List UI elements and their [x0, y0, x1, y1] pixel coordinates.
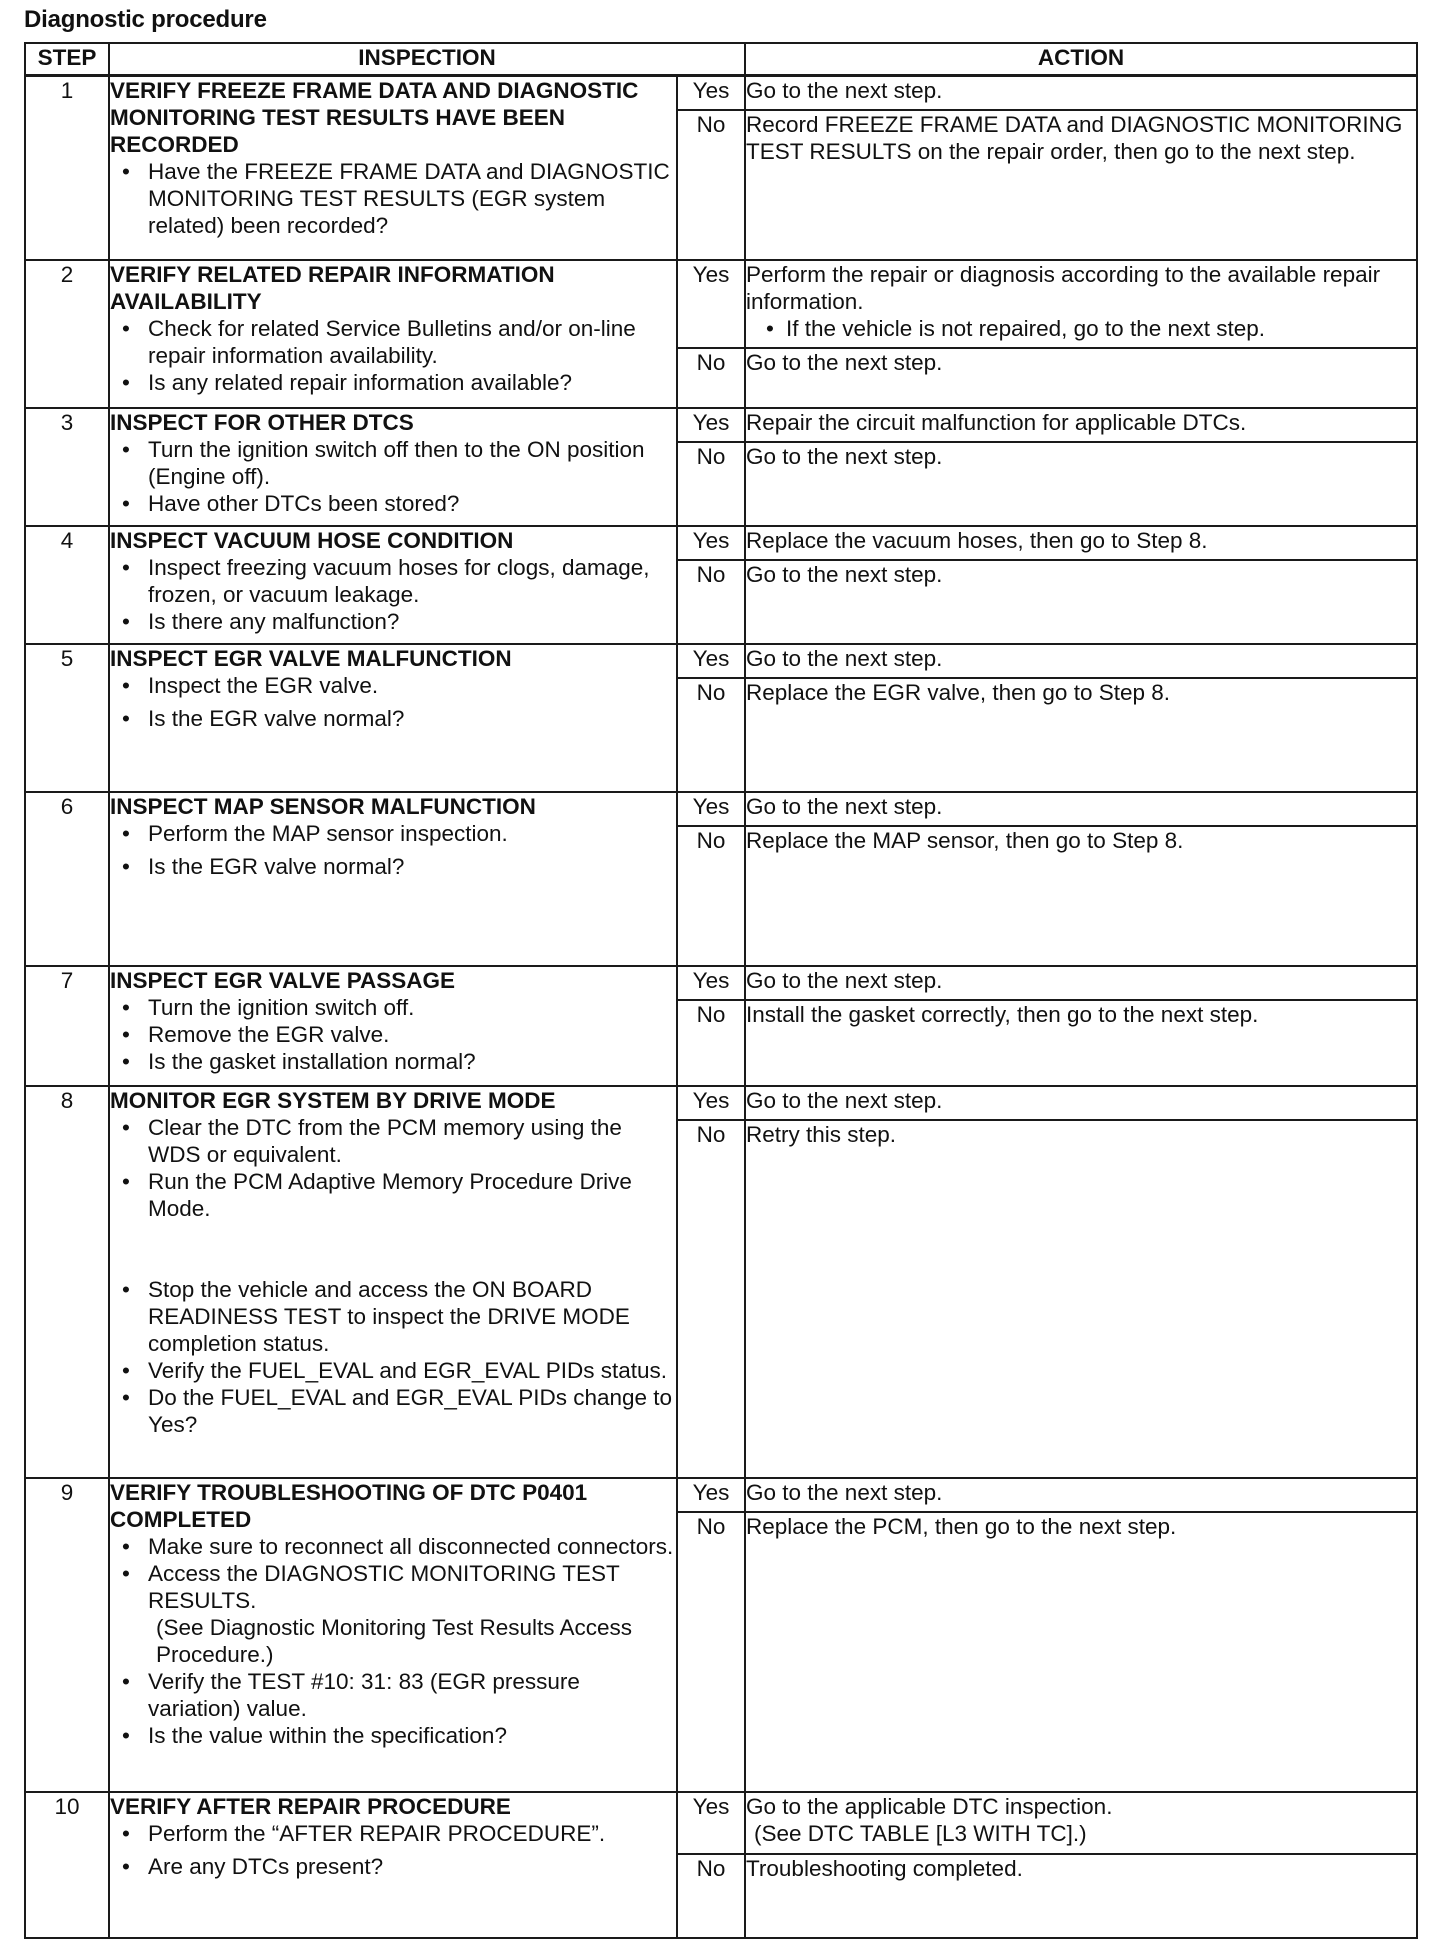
step-number: 6	[25, 792, 109, 966]
inspection-title: INSPECT EGR VALVE MALFUNCTION	[110, 645, 512, 671]
yes-action: Go to the next step.	[745, 792, 1417, 826]
list-item: • Make sure to reconnect all disconnected connectors.	[148, 1533, 676, 1560]
list-item: • Verify the FUEL_EVAL and EGR_EVAL PIDs status.	[148, 1357, 676, 1384]
list-item: • Inspect the EGR valve.	[148, 672, 676, 699]
step-number: 1	[25, 76, 109, 260]
step-number: 9	[25, 1478, 109, 1792]
inspection-title: VERIFY FREEZE FRAME DATA AND DIAGNOSTIC MONITORING TEST RESULTS HAVE BEEN RECORDED	[110, 78, 639, 157]
header-step: STEP	[25, 43, 109, 76]
no-label: No	[677, 678, 745, 792]
inspection-cell	[109, 526, 677, 644]
yes-label: Yes	[677, 644, 745, 678]
page-title: Diagnostic procedure	[24, 6, 267, 33]
inspection-bullets	[110, 994, 676, 1075]
list-item: • Have other DTCs been stored?	[148, 490, 676, 517]
inspection-cell	[109, 1086, 677, 1478]
inspection-cell	[109, 76, 677, 260]
no-action: Retry this step.	[745, 1120, 1417, 1478]
no-label: No	[677, 1512, 745, 1792]
inspection-bullets	[110, 158, 676, 239]
list-item: • Remove the EGR valve.	[148, 1021, 676, 1048]
yes-action-text: Go to the applicable DTC inspection.	[746, 1793, 1113, 1819]
yes-action: Go to the next step.	[745, 966, 1417, 1000]
step-number: 10	[25, 1792, 109, 1938]
inspection-bullets	[110, 554, 676, 635]
yes-label: Yes	[677, 526, 745, 560]
list-item-text: Access the DIAGNOSTIC MONITORING TEST RESULTS.	[148, 1560, 620, 1613]
inspection-title: VERIFY TROUBLESHOOTING OF DTC P0401 COMPLETED	[110, 1479, 588, 1532]
yes-action: Go to the next step.	[745, 644, 1417, 678]
yes-label: Yes	[677, 408, 745, 442]
no-action: Go to the next step.	[745, 348, 1417, 408]
list-item: • Are any DTCs present?	[148, 1853, 676, 1880]
see-reference-note: (See Diagnostic Monitoring Test Results Access Procedure.)	[156, 1614, 633, 1667]
inspection-cell	[109, 792, 677, 966]
no-action: Go to the next step.	[745, 442, 1417, 526]
table-row	[25, 1478, 1417, 1512]
list-item: • Is there any malfunction?	[148, 608, 676, 635]
inspection-bullets	[110, 1114, 676, 1438]
yes-action: Go to the next step.	[745, 1478, 1417, 1512]
yes-action: Go to the next step.	[745, 76, 1417, 110]
inspection-bullets	[110, 1820, 676, 1880]
no-label: No	[677, 110, 745, 260]
list-item: • Verify the TEST #10: 31: 83 (EGR pressure variation) value.	[148, 1668, 676, 1722]
inspection-cell	[109, 260, 677, 408]
yes-action-sub	[746, 315, 1416, 342]
list-item: • Clear the DTC from the PCM memory using the WDS or equivalent.	[148, 1114, 676, 1168]
inspection-bullets	[110, 436, 676, 517]
header-inspection: INSPECTION	[109, 43, 745, 76]
inspection-cell	[109, 966, 677, 1086]
no-label: No	[677, 1854, 745, 1938]
yes-label: Yes	[677, 76, 745, 110]
no-action: Record FREEZE FRAME DATA and DIAGNOSTIC MONITORING TEST RESULTS on the repair order, then go to the next step.	[745, 110, 1417, 260]
inspection-bullets	[110, 672, 676, 732]
table-header-row	[25, 43, 1417, 76]
inspection-cell	[109, 644, 677, 792]
no-label: No	[677, 348, 745, 408]
inspection-title: VERIFY RELATED REPAIR INFORMATION AVAILABILITY	[110, 261, 555, 314]
list-item: • Inspect freezing vacuum hoses for clogs, damage, frozen, or vacuum leakage.	[148, 554, 676, 608]
yes-label: Yes	[677, 1086, 745, 1120]
step-number: 3	[25, 408, 109, 526]
list-item: • Run the PCM Adaptive Memory Procedure Drive Mode.	[148, 1168, 676, 1222]
no-action: Go to the next step.	[745, 560, 1417, 644]
yes-label: Yes	[677, 260, 745, 348]
no-action: Replace the PCM, then go to the next step.	[745, 1512, 1417, 1792]
inspection-cell	[109, 408, 677, 526]
step-number: 4	[25, 526, 109, 644]
list-item: • Check for related Service Bulletins and/or on-line repair information availability.	[148, 315, 676, 369]
yes-label: Yes	[677, 966, 745, 1000]
no-label: No	[677, 1120, 745, 1478]
table-row	[25, 260, 1417, 348]
list-item: • Stop the vehicle and access the ON BOARD READINESS TEST to inspect the DRIVE MODE completion status.	[148, 1276, 676, 1357]
yes-action: Repair the circuit malfunction for applicable DTCs.	[745, 408, 1417, 442]
inspection-cell	[109, 1792, 677, 1938]
list-item: • Is the EGR valve normal?	[148, 853, 676, 880]
table-row	[25, 76, 1417, 110]
see-reference-note: (See DTC TABLE [L3 WITH TC].)	[754, 1820, 1087, 1846]
diagnostic-procedure-table	[24, 42, 1418, 1939]
list-item: • Perform the MAP sensor inspection.	[148, 820, 676, 847]
yes-action: Go to the next step.	[745, 1086, 1417, 1120]
step-number: 2	[25, 260, 109, 408]
table-row	[25, 1792, 1417, 1854]
inspection-bullets	[110, 315, 676, 396]
no-action: Install the gasket correctly, then go to the next step.	[745, 1000, 1417, 1086]
table-row	[25, 526, 1417, 560]
yes-action-text: Perform the repair or diagnosis according to the available repair information.	[746, 261, 1381, 314]
yes-label: Yes	[677, 1792, 745, 1854]
no-action: Troubleshooting completed.	[745, 1854, 1417, 1938]
yes-action	[745, 260, 1417, 348]
inspection-cell	[109, 1478, 677, 1792]
step-number: 7	[25, 966, 109, 1086]
list-item: • Is the value within the specification?	[148, 1722, 676, 1749]
yes-action: Replace the vacuum hoses, then go to Step 8.	[745, 526, 1417, 560]
list-item: • Turn the ignition switch off.	[148, 994, 676, 1021]
list-item: • Have the FREEZE FRAME DATA and DIAGNOSTIC MONITORING TEST RESULTS (EGR system related) been recorded?	[148, 158, 676, 239]
list-item: • Do the FUEL_EVAL and EGR_EVAL PIDs change to Yes?	[148, 1384, 676, 1438]
inspection-title: INSPECT EGR VALVE PASSAGE	[110, 967, 456, 993]
inspection-title: INSPECT FOR OTHER DTCS	[110, 409, 414, 435]
list-item: • Is any related repair information available?	[148, 369, 676, 396]
list-item: • Is the EGR valve normal?	[148, 705, 676, 732]
no-action: Replace the MAP sensor, then go to Step 8.	[745, 826, 1417, 966]
list-item: • Turn the ignition switch off then to the ON position (Engine off).	[148, 436, 676, 490]
no-label: No	[677, 442, 745, 526]
inspection-bullets	[110, 820, 676, 880]
no-label: No	[677, 1000, 745, 1086]
table-row	[25, 644, 1417, 678]
list-item: • Perform the “AFTER REPAIR PROCEDURE”.	[148, 1820, 676, 1847]
table-row	[25, 1086, 1417, 1120]
table-row	[25, 792, 1417, 826]
inspection-title: VERIFY AFTER REPAIR PROCEDURE	[110, 1793, 511, 1819]
inspection-bullets	[110, 1533, 676, 1749]
list-item: • If the vehicle is not repaired, go to the next step.	[786, 315, 1416, 342]
step-number: 8	[25, 1086, 109, 1478]
list-item	[148, 1560, 676, 1668]
no-label: No	[677, 560, 745, 644]
table-row	[25, 408, 1417, 442]
inspection-title: MONITOR EGR SYSTEM BY DRIVE MODE	[110, 1087, 556, 1113]
table-row	[25, 966, 1417, 1000]
inspection-title: INSPECT VACUUM HOSE CONDITION	[110, 527, 514, 553]
step-number: 5	[25, 644, 109, 792]
no-action: Replace the EGR valve, then go to Step 8.	[745, 678, 1417, 792]
list-item: • Is the gasket installation normal?	[148, 1048, 676, 1075]
inspection-title: INSPECT MAP SENSOR MALFUNCTION	[110, 793, 536, 819]
no-label: No	[677, 826, 745, 966]
yes-action	[745, 1792, 1417, 1854]
yes-label: Yes	[677, 1478, 745, 1512]
header-action: ACTION	[745, 43, 1417, 76]
yes-label: Yes	[677, 792, 745, 826]
